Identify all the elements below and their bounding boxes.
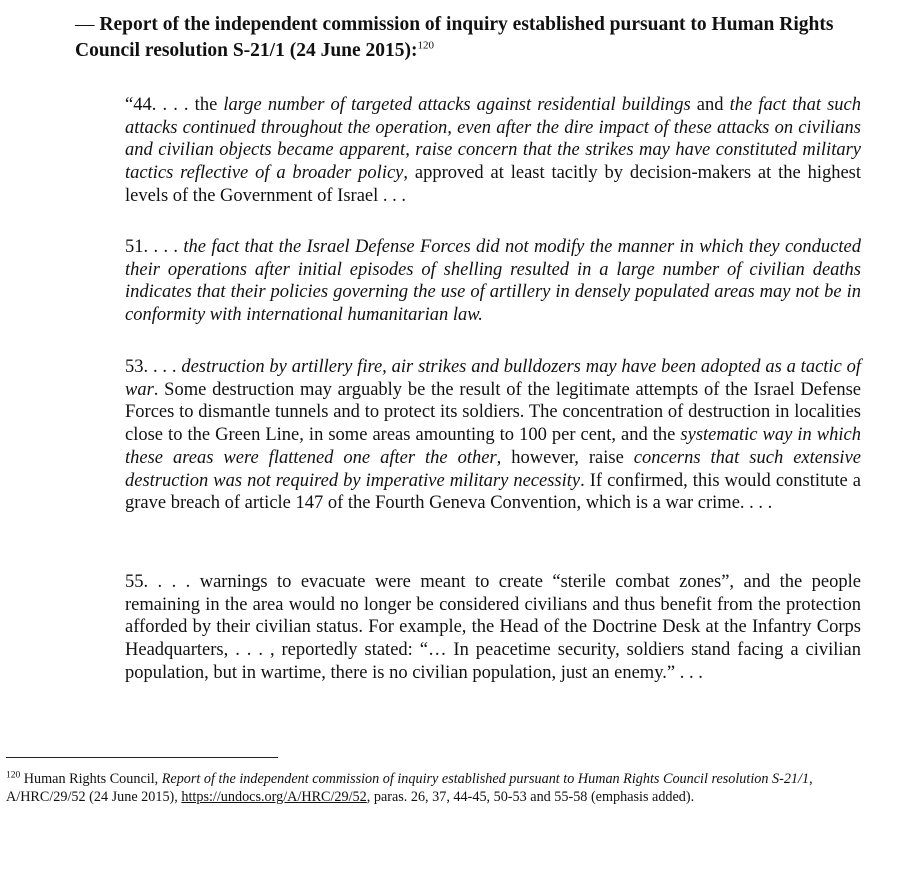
quote-paragraph-51 bbox=[125, 236, 861, 327]
p53-text-4: . If confirmed, this would constitute a grave breach of article 147 of the Fourth Geneva Convention, which is a war crime. . . . bbox=[125, 470, 862, 514]
footnote-number: 120 bbox=[6, 770, 21, 781]
p53-text-3: , however, raise bbox=[496, 447, 634, 468]
quote-paragraph-53 bbox=[125, 356, 861, 515]
footnote-text-3: , paras. 26, 37, 44-45, 50-53 and 55-58 (emphasis added). bbox=[366, 788, 695, 805]
heading-dash: — bbox=[75, 14, 100, 35]
footnote-reference[interactable]: 120 bbox=[417, 39, 435, 52]
quote-paragraph-44 bbox=[125, 94, 861, 208]
p44-text-1: “44. . . . the bbox=[125, 95, 224, 115]
p44-emphasis-1: large number of targeted attacks against residential buildings bbox=[223, 95, 691, 115]
footnote-report-title: Report of the independent commission of inquiry established pursuant to Human Rights Council resolution S-21/1 bbox=[161, 771, 810, 787]
p51-emphasis-1: the fact that the Israel Defense Forces did not modify the manner in which they conducted their operations after initial episodes of shelling resulted in a large number of civilian deaths indicates that their policies governing the use of artillery in densely populated areas may not be in conformity with international humanitarian law. bbox=[125, 237, 861, 326]
p44-text-3: , approved at least tacitly by decision-makers at the highest levels of the Government of Israel . . . bbox=[125, 163, 862, 206]
p53-text-1: 53. . . . bbox=[125, 357, 182, 377]
footnote bbox=[6, 771, 856, 806]
heading-title: Report of the independent commission of inquiry established pursuant to Human Rights Council resolution S-21/1 (24 June 2015): bbox=[75, 14, 834, 61]
quote-paragraph-55 bbox=[125, 571, 861, 685]
p44-emphasis-2: the fact that such attacks continued throughout the operation, even after the dire impact of these attacks on civilians and civilian objects became apparent, raise concern that the strikes may have constituted military tactics reflective of a broader policy bbox=[125, 95, 862, 184]
p53-text-2: . Some destruction may arguably be the result of the legitimate attempts of the Israel Defense Forces to dismantle tunnels and to protect its soldiers. The concentration of destruction in localities close to the Green Line, in some areas amounting to 100 per cent, and the bbox=[125, 379, 861, 446]
p51-text-1: 51. . . . bbox=[125, 237, 184, 257]
footnote-separator bbox=[6, 757, 278, 758]
p53-emphasis-2: systematic way in which these areas were flattened one after the other bbox=[125, 425, 861, 468]
section-heading bbox=[75, 12, 865, 64]
p53-emphasis-3: concerns that such extensive destruction was not required by imperative military necessity bbox=[125, 447, 861, 491]
p53-emphasis-1: destruction by artillery fire, air strikes and bulldozers may have been adopted as a tactic of war bbox=[125, 357, 862, 400]
p55-text-1: 55. . . . warnings to evacuate were meant to create “sterile combat zones”, and the people remaining in the area would no longer be considered civilians and thus benefit from the protection afforded by their civilian status. For example, the Head of the Doctrine Desk at the Infantry Corps Headquarters, . . . , reportedly stated: “… In peacetime security, soldiers stand facing a civilian population, but in wartime, there is no civilian population, just an enemy.” . . . bbox=[125, 572, 861, 683]
p44-text-2: and bbox=[690, 95, 730, 115]
footnote-link[interactable]: https://undocs.org/A/HRC/29/52 bbox=[181, 788, 367, 805]
footnote-text-2: , A/HRC/29/52 (24 June 2015), bbox=[6, 771, 813, 805]
footnote-text-1: Human Rights Council, bbox=[20, 771, 162, 787]
